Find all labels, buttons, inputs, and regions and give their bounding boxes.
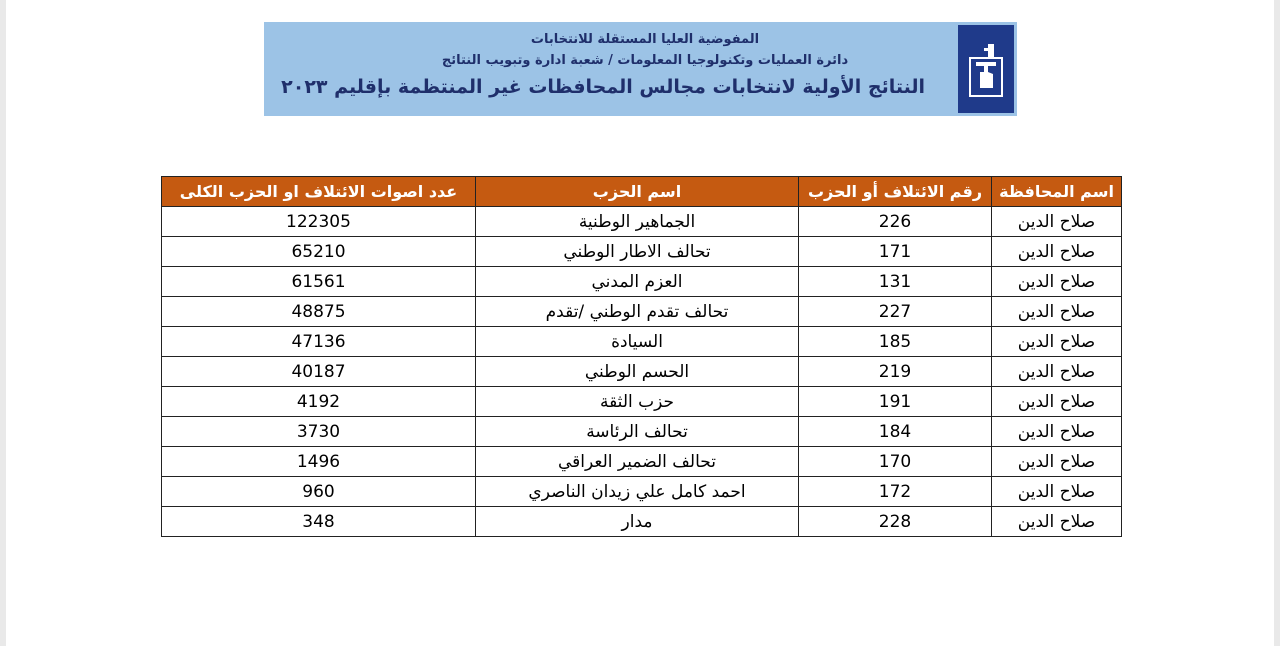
cell-party: الجماهير الوطنية — [476, 207, 799, 237]
cell-votes: 4192 — [162, 387, 476, 417]
column-header-number: رقم الائتلاف أو الحزب — [799, 177, 992, 207]
cell-number: 228 — [799, 507, 992, 537]
table-row — [162, 417, 1122, 447]
document-page — [6, 0, 1274, 646]
cell-province: صلاح الدين — [992, 507, 1122, 537]
table-row — [162, 387, 1122, 417]
table-row — [162, 297, 1122, 327]
cell-votes: 47136 — [162, 327, 476, 357]
column-header-province: اسم المحافظة — [992, 177, 1122, 207]
cell-votes: 960 — [162, 477, 476, 507]
cell-number: 170 — [799, 447, 992, 477]
ballot-box-icon — [966, 38, 1006, 100]
cell-province: صلاح الدين — [992, 327, 1122, 357]
cell-party: الحسم الوطني — [476, 357, 799, 387]
cell-votes: 65210 — [162, 237, 476, 267]
cell-number: 131 — [799, 267, 992, 297]
cell-votes: 40187 — [162, 357, 476, 387]
cell-number: 227 — [799, 297, 992, 327]
cell-party: تحالف الاطار الوطني — [476, 237, 799, 267]
cell-party: تحالف الرئاسة — [476, 417, 799, 447]
cell-party: تحالف الضمير العراقي — [476, 447, 799, 477]
table-row — [162, 207, 1122, 237]
cell-province: صلاح الدين — [992, 267, 1122, 297]
table-row — [162, 237, 1122, 267]
cell-votes: 1496 — [162, 447, 476, 477]
table-row — [162, 447, 1122, 477]
cell-province: صلاح الدين — [992, 447, 1122, 477]
cell-number: 185 — [799, 327, 992, 357]
cell-party: حزب الثقة — [476, 387, 799, 417]
cell-province: صلاح الدين — [992, 417, 1122, 447]
cell-number: 219 — [799, 357, 992, 387]
cell-votes: 48875 — [162, 297, 476, 327]
cell-votes: 348 — [162, 507, 476, 537]
cell-province: صلاح الدين — [992, 357, 1122, 387]
table-row — [162, 477, 1122, 507]
cell-province: صلاح الدين — [992, 387, 1122, 417]
results-table — [161, 176, 1122, 537]
cell-number: 191 — [799, 387, 992, 417]
cell-party: السيادة — [476, 327, 799, 357]
column-header-votes: عدد اصوات الائتلاف او الحزب الكلى — [162, 177, 476, 207]
department-name: دائرة العمليات وتكنولوجيا المعلومات / شعبة ادارة وتبويب النتائج — [441, 53, 849, 68]
cell-province: صلاح الدين — [992, 477, 1122, 507]
cell-party: احمد كامل علي زيدان الناصري — [476, 477, 799, 507]
cell-party: العزم المدني — [476, 267, 799, 297]
commission-name: المفوضية العليا المستقلة للانتخابات — [530, 32, 760, 47]
header-banner — [264, 22, 1017, 116]
cell-province: صلاح الدين — [992, 207, 1122, 237]
cell-votes: 3730 — [162, 417, 476, 447]
cell-party: مدار — [476, 507, 799, 537]
table-row — [162, 327, 1122, 357]
table-row — [162, 357, 1122, 387]
cell-province: صلاح الدين — [992, 297, 1122, 327]
cell-number: 171 — [799, 237, 992, 267]
cell-number: 172 — [799, 477, 992, 507]
cell-number: 226 — [799, 207, 992, 237]
cell-party: تحالف تقدم الوطني /تقدم — [476, 297, 799, 327]
cell-votes: 61561 — [162, 267, 476, 297]
column-header-party: اسم الحزب — [476, 177, 799, 207]
page-title: النتائج الأولية لانتخابات مجالس المحافظات غير المنتظمة بإقليم ٢٠٢٣ — [281, 76, 925, 98]
table-header-row — [162, 177, 1122, 207]
cell-province: صلاح الدين — [992, 237, 1122, 267]
table-row — [162, 507, 1122, 537]
commission-logo — [958, 25, 1014, 113]
cell-votes: 122305 — [162, 207, 476, 237]
header-text — [281, 30, 925, 102]
table-row — [162, 267, 1122, 297]
cell-number: 184 — [799, 417, 992, 447]
